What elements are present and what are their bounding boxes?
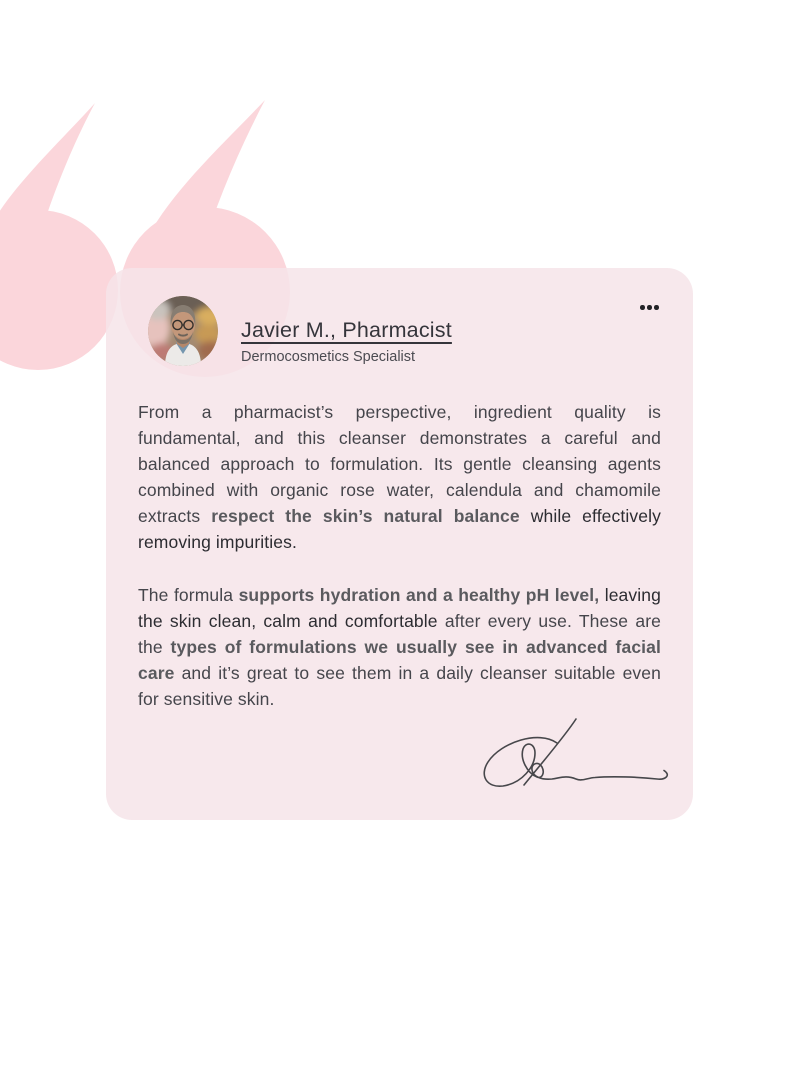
testimonial-paragraph <box>138 399 661 555</box>
ellipsis-menu-icon[interactable] <box>638 303 661 312</box>
text-segment-regular: and it’s great to see them in a daily cleanser suitable even for sensitive skin. <box>138 663 661 709</box>
reviewer-name-link[interactable]: Javier M., Pharmacist <box>241 318 452 342</box>
testimonial-paragraph <box>138 582 661 712</box>
text-segment-dark: leaving the skin clean, calm and comfortable <box>138 585 661 631</box>
reviewer-title: Dermocosmetics Specialist <box>241 349 416 365</box>
avatar <box>148 296 218 366</box>
pharmacist-portrait-icon <box>148 296 218 366</box>
ellipsis-dot <box>654 305 659 310</box>
text-segment-regular: The formula <box>138 585 239 605</box>
text-segment-bold: types of formulations we usually see in advanced facial care <box>138 637 661 683</box>
ellipsis-dot <box>647 305 652 310</box>
testimonial-text <box>138 399 661 712</box>
text-segment-bold: respect the skin’s natural balance <box>211 506 520 526</box>
ellipsis-dot <box>640 305 645 310</box>
text-segment-regular: From a pharmacist’s perspective, ingredient quality is fundamental, and this cleanser demonstrates a careful and balanced approach to formulation. Its gentle cleansing agents combined with organic rose water, calendula and chamomile extracts <box>138 402 661 526</box>
reviewer-identity <box>241 318 452 365</box>
text-segment-bold: supports hydration and a healthy pH level, <box>238 585 600 605</box>
text-segment-regular: after every use. These are the <box>138 611 661 657</box>
signature-icon <box>477 716 677 806</box>
testimonial-card <box>106 268 693 820</box>
card-header <box>138 296 661 366</box>
text-segment-dark: while effectively removing impurities. <box>138 506 661 552</box>
